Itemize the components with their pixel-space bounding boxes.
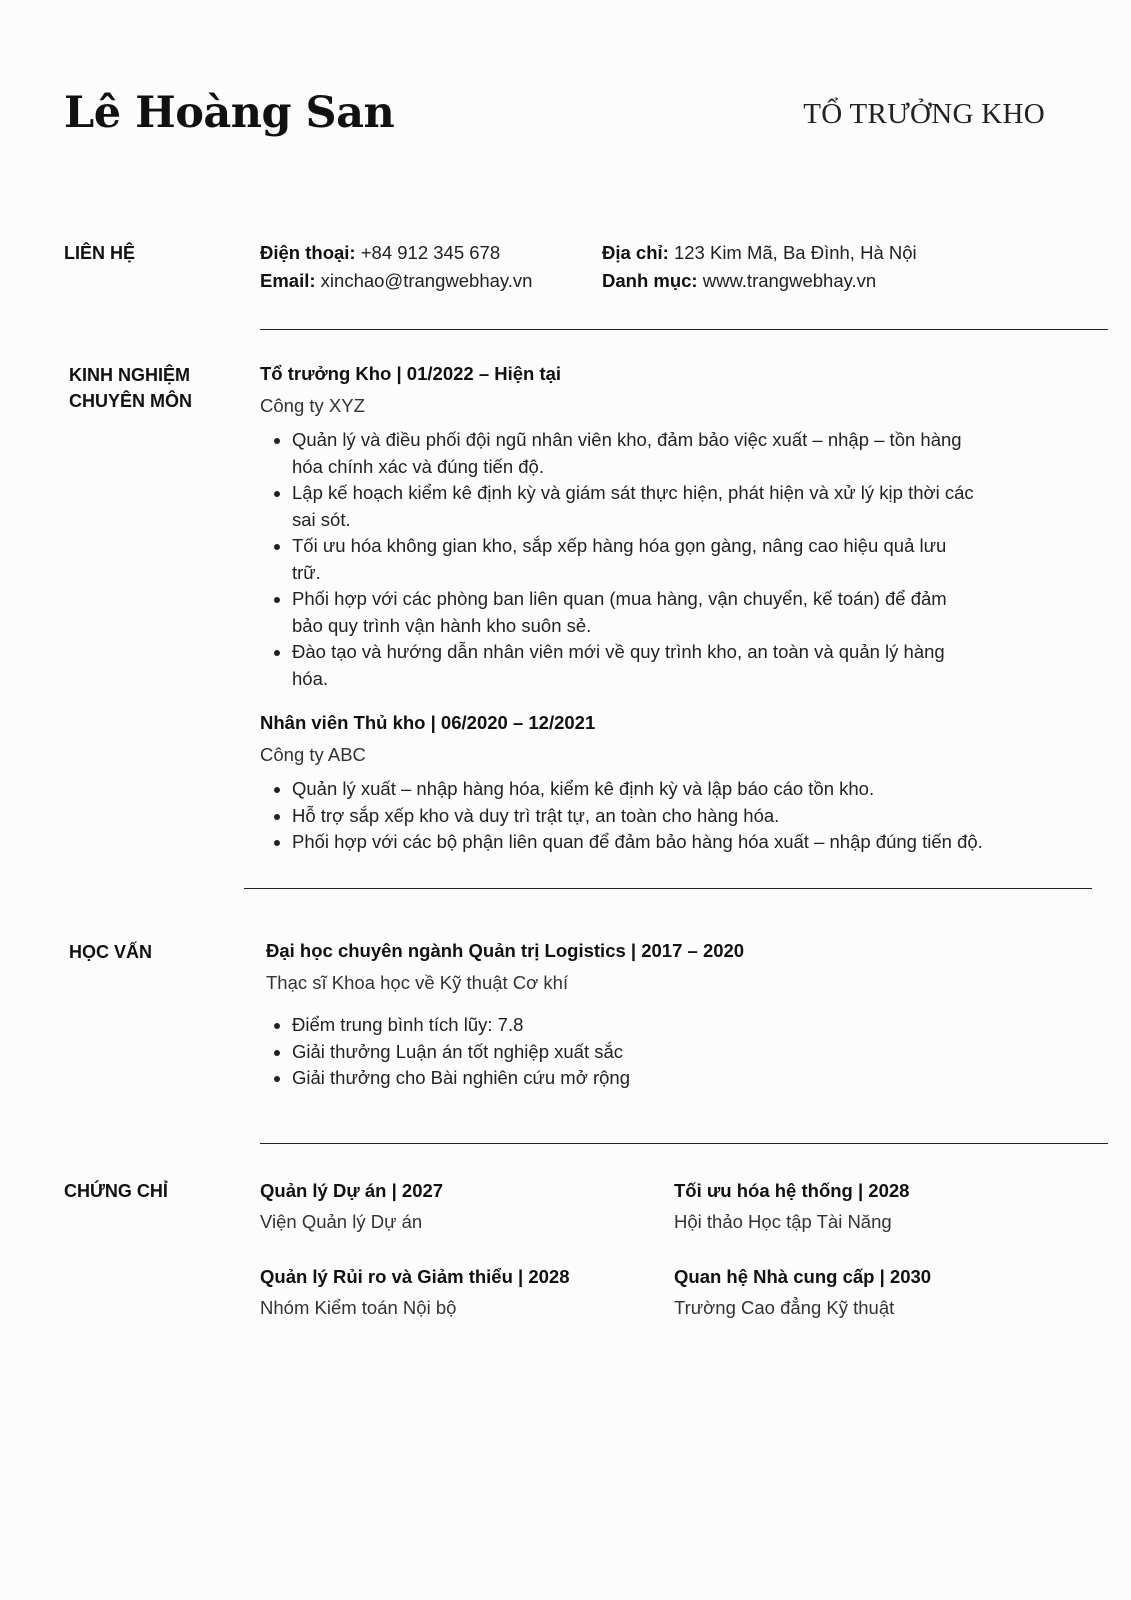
education-content: [266, 938, 986, 1092]
list-item: • Tối ưu hóa không gian kho, sắp xếp hàng hóa gọn gàng, nâng cao hiệu quả lưu trữ.: [292, 533, 980, 586]
address-value: 123 Kim Mã, Ba Đình, Hà Nội: [673, 242, 917, 263]
divider-education: [260, 1143, 1108, 1144]
certificate-org: Hội thảo Học tập Tài Năng: [674, 1211, 892, 1232]
certificate-item: [260, 1178, 443, 1235]
address-line: [602, 239, 917, 267]
experience-content: [260, 361, 983, 856]
list-item: • Giải thưởng Luận án tốt nghiệp xuất sắc: [292, 1039, 986, 1066]
email-line: [260, 267, 532, 295]
website-label: Danh mục:: [602, 270, 698, 291]
list-item: • Quản lý và điều phối đội ngũ nhân viên kho, đảm bảo việc xuất – nhập – tồn hàng hóa chính xác và đúng tiến độ.: [292, 427, 980, 480]
email-label: Email:: [260, 270, 316, 291]
job-company: Công ty ABC: [260, 744, 366, 765]
certificates-label: [64, 1178, 168, 1204]
job-role: TỔ TRƯỞNG KHO: [803, 98, 1045, 130]
phone-label: Điện thoại:: [260, 242, 356, 263]
education-bullets: [266, 1012, 986, 1092]
list-item: • Phối hợp với các phòng ban liên quan (mua hàng, vận chuyển, kế toán) để đảm bảo quy trình vận hành kho suôn sẻ.: [292, 586, 980, 639]
address-label: Địa chỉ:: [602, 242, 669, 263]
experience-label-line1: KINH NGHIỆM: [69, 365, 190, 385]
certificate-title: Tối ưu hóa hệ thống | 2028: [674, 1180, 910, 1201]
phone-line: [260, 239, 532, 267]
certificate-title: Quan hệ Nhà cung cấp | 2030: [674, 1266, 932, 1287]
certificate-item: [674, 1178, 909, 1235]
divider-contact: [260, 329, 1108, 330]
education-label: [69, 939, 152, 965]
job-entry: [260, 710, 983, 856]
email-value[interactable]: xinchao@trangwebhay.vn: [320, 270, 533, 291]
certificate-title: Quản lý Dự án | 2027: [260, 1180, 444, 1201]
certificate-org: Viện Quản lý Dự án: [260, 1211, 423, 1232]
contact-label: [64, 240, 135, 266]
experience-label-line2: CHUYÊN MÔN: [69, 391, 193, 411]
job-title: Nhân viên Thủ kho | 06/2020 – 12/2021: [260, 712, 596, 733]
experience-label: [69, 362, 192, 414]
contact-column-right: [602, 239, 917, 295]
certificates-label-text: CHỨNG CHỈ: [64, 1181, 168, 1201]
certificate-item: [674, 1264, 931, 1321]
certificate-item: [260, 1264, 570, 1321]
divider-experience: [244, 888, 1092, 889]
job-company: Công ty XYZ: [260, 395, 365, 416]
contact-label-text: LIÊN HỆ: [64, 243, 136, 263]
job-bullets: [260, 776, 1052, 856]
website-line: [602, 267, 917, 295]
list-item: • Quản lý xuất – nhập hàng hóa, kiểm kê định kỳ và lập báo cáo tồn kho.: [292, 776, 1052, 803]
list-item: • Điểm trung bình tích lũy: 7.8: [292, 1012, 986, 1039]
education-title: Đại học chuyên ngành Quản trị Logistics | 2017 – 2020: [266, 940, 745, 961]
contact-column-left: [260, 239, 532, 295]
list-item: • Đào tạo và hướng dẫn nhân viên mới về quy trình kho, an toàn và quản lý hàng hóa.: [292, 639, 980, 692]
job-title: Tổ trưởng Kho | 01/2022 – Hiện tại: [260, 363, 562, 384]
education-label-text: HỌC VẤN: [69, 942, 153, 962]
certificate-org: Trường Cao đẳng Kỹ thuật: [674, 1297, 895, 1318]
job-bullets: [260, 427, 980, 692]
list-item: • Giải thưởng cho Bài nghiên cứu mở rộng: [292, 1065, 986, 1092]
job-entry: [260, 361, 980, 692]
list-item: • Hỗ trợ sắp xếp kho và duy trì trật tự, an toàn cho hàng hóa.: [292, 803, 1052, 830]
certificate-org: Nhóm Kiểm toán Nội bộ: [260, 1297, 457, 1318]
list-item: • Lập kế hoạch kiểm kê định kỳ và giám sát thực hiện, phát hiện và xử lý kịp thời các sai sót.: [292, 480, 980, 533]
certificate-title: Quản lý Rủi ro và Giảm thiểu | 2028: [260, 1266, 570, 1287]
phone-value: +84 912 345 678: [360, 242, 501, 263]
list-item: • Phối hợp với các bộ phận liên quan để đảm bảo hàng hóa xuất – nhập đúng tiến độ.: [292, 829, 1052, 856]
education-degree: Thạc sĩ Khoa học về Kỹ thuật Cơ khí: [266, 972, 569, 993]
candidate-name: Lê Hoàng San: [64, 88, 395, 138]
website-value[interactable]: www.trangwebhay.vn: [702, 270, 877, 291]
